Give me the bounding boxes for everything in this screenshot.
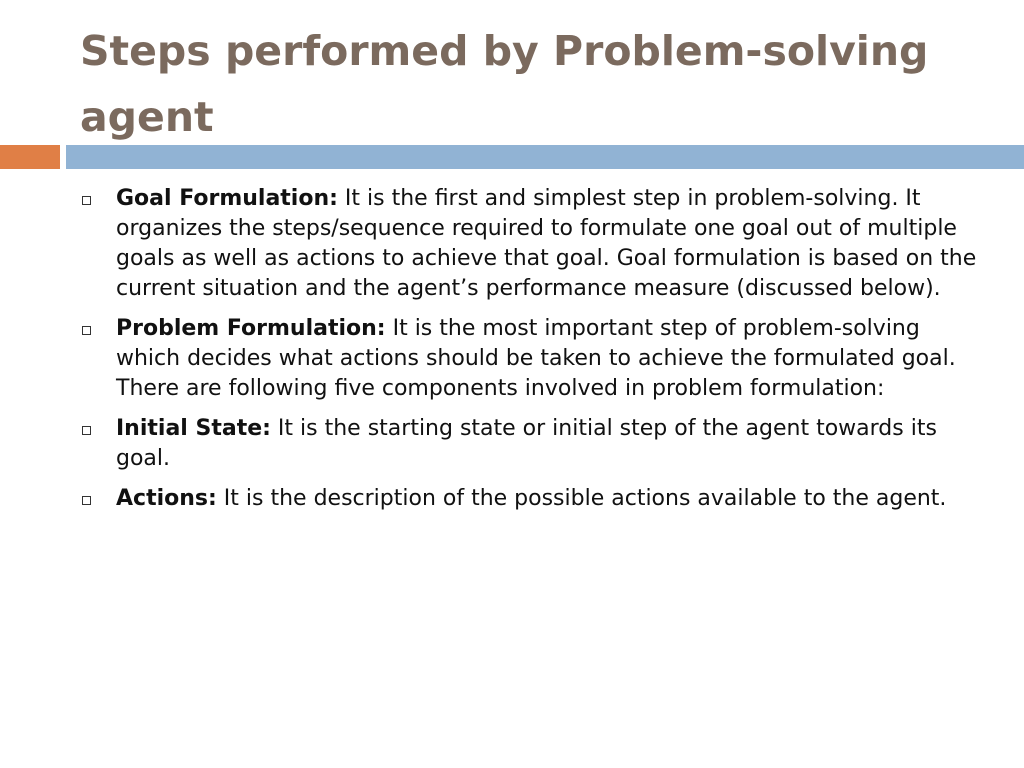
bullet-problem-formulation — [80, 314, 980, 404]
bullet-list — [80, 184, 980, 524]
square-bullet-icon — [82, 196, 91, 205]
bullet-term: Initial State: — [116, 416, 271, 441]
bullet-initial-state — [80, 414, 980, 474]
bullet-text: It is the most important step of problem-solving which decides what actions should be taken to achieve the formulated goal. There are following five components involved in problem formulation: — [116, 316, 956, 401]
bullet-actions — [80, 484, 980, 514]
square-bullet-icon — [82, 496, 91, 505]
bullet-term: Problem Formulation: — [116, 316, 386, 341]
slide-title: Steps performed by Problem-solving agent — [80, 27, 929, 141]
bullet-text: It is the starting state or initial step of the agent towards its goal. — [116, 416, 937, 471]
bullet-text: It is the description of the possible actions available to the agent. — [216, 486, 947, 511]
square-bullet-icon — [82, 426, 91, 435]
bullet-term: Actions: — [116, 486, 217, 511]
bullet-term: Goal Formulation: — [116, 186, 338, 211]
bullet-text: It is the first and simplest step in problem-solving. It organizes the steps/sequence required to formulate one goal out of multiple goals as well as actions to achieve that goal. Goal formulation is based on the current situation and the agent’s performance measure (discussed below). — [116, 186, 977, 301]
title-underline-bar — [66, 145, 1024, 169]
bullet-goal-formulation — [80, 184, 980, 304]
accent-bar — [0, 145, 60, 169]
square-bullet-icon — [82, 326, 91, 335]
